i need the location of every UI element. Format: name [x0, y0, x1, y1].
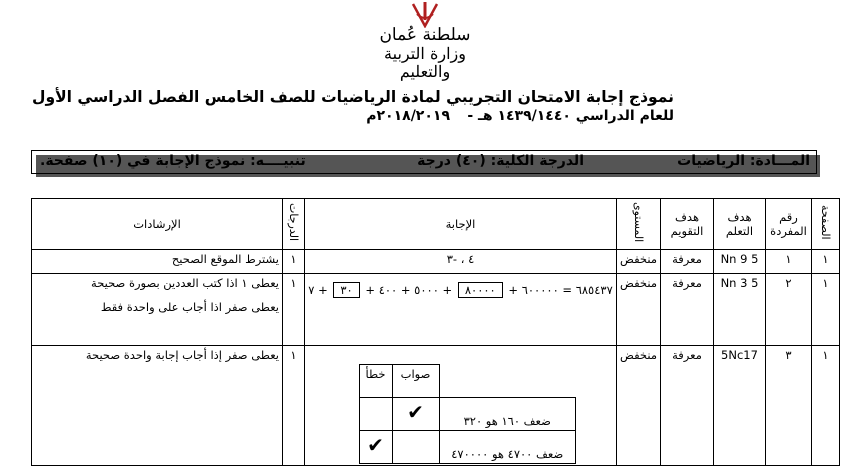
answer-boxed-part: ٣٠ [333, 282, 359, 298]
mini-row [359, 397, 576, 430]
academic-year-hijri: للعام الدراسي ١٤٣٩/١٤٤٠ هـ - [467, 108, 674, 124]
cell-marks: ١ [283, 346, 305, 466]
cell-page: ١ [812, 250, 840, 274]
mini-header-correct: صواب [392, 365, 439, 398]
mini-statement: ضعف ١٦٠ هو ٣٢٠ [439, 397, 576, 430]
cell-eval-goal: معرفة [661, 274, 714, 346]
check-icon: ✔ [392, 397, 439, 430]
answer-part: + ٥٠٠٠ + ٤٠٠ + [365, 283, 453, 297]
answer-part: + ٧ [308, 283, 328, 297]
cell-guidance: يعطى صفر إذا أجاب إجابة واحدة صحيحة [32, 346, 283, 466]
exam-title: نموذج إجابة الامتحان التجريبي لمادة الرياضيات للصف الخامس الفصل الدراسي الأول [32, 88, 674, 106]
answer-key-table [31, 198, 840, 466]
cell-learning-goal: 5 Nn 3 [714, 274, 766, 346]
cell-answer [305, 346, 617, 466]
header-marks: الدرجات [283, 199, 305, 250]
answer-boxed-part: ٨٠٠٠٠ [458, 282, 503, 298]
header-learning-goal: هدف التعلم [714, 199, 766, 250]
header-eval-goal: هدف التقويم [661, 199, 714, 250]
cell-guidance: يشترط الموقع الصحيح [32, 250, 283, 274]
header-page: الصفحة [812, 199, 840, 250]
cell-marks: ١ [283, 250, 305, 274]
cell-page: ١ [812, 274, 840, 346]
mini-wrong-cell [359, 397, 392, 430]
page-count-note: تنبيــــه: نموذج الإجابة في (١٠) صفحة. [40, 153, 306, 169]
mini-header-wrong: خطأ [359, 365, 392, 398]
table-row [32, 346, 840, 466]
cell-level: منخفض [617, 346, 661, 466]
mini-correct-cell [392, 430, 439, 463]
guidance-line: يعطى ١ اذا كتب العددين بصورة صحيحة [91, 276, 279, 290]
cell-answer: ٤ ، -٣ [305, 250, 617, 274]
true-false-table [359, 364, 577, 464]
cell-item-no: ١ [766, 250, 812, 274]
guidance-line: يعطى صفر اذا أجاب على واحدة فقط [100, 300, 279, 314]
exam-info-bar [31, 150, 817, 174]
cell-eval-goal: معرفة [661, 250, 714, 274]
cell-learning-goal: 5 Nn 9 [714, 250, 766, 274]
ministry-logo [370, 0, 480, 81]
cell-guidance [32, 274, 283, 346]
cell-eval-goal: معرفة [661, 346, 714, 466]
mini-statement: ضعف ٤٧٠٠ هو ٤٧٠٠٠٠ [439, 430, 576, 463]
cell-level: منخفض [617, 274, 661, 346]
table-row [32, 250, 840, 274]
table-header-row [32, 199, 840, 250]
cell-page: ١ [812, 346, 840, 466]
cell-item-no: ٣ [766, 346, 812, 466]
total-marks-label: الدرجة الكلية: (٤٠) درجة [417, 153, 584, 169]
answer-part: ٦٨٥٤٣٧ = ٦٠٠٠٠٠ + [508, 283, 613, 297]
header-item-no: رقم المفردة [766, 199, 812, 250]
header-level: المستوى [617, 199, 661, 250]
subject-label: المـــادة: الرياضيات [677, 153, 810, 169]
mini-row [359, 430, 576, 463]
ministry-line-2: وزارة التربية والتعليم [384, 44, 466, 81]
academic-year-gregorian: ٢٠١٨/٢٠١٩م [366, 108, 450, 124]
table-row [32, 274, 840, 346]
header-guidance: الإرشادات [32, 199, 283, 250]
cell-level: منخفض [617, 250, 661, 274]
cell-learning-goal: 5Nc17 [714, 346, 766, 466]
ministry-line-1: سلطنة عُمان [379, 25, 471, 45]
header-answer: الإجابة [305, 199, 617, 250]
cell-marks: ١ [283, 274, 305, 346]
khanjar-emblem-icon [405, 0, 445, 28]
cell-answer [305, 274, 617, 346]
check-icon: ✔ [359, 430, 392, 463]
cell-item-no: ٢ [766, 274, 812, 346]
